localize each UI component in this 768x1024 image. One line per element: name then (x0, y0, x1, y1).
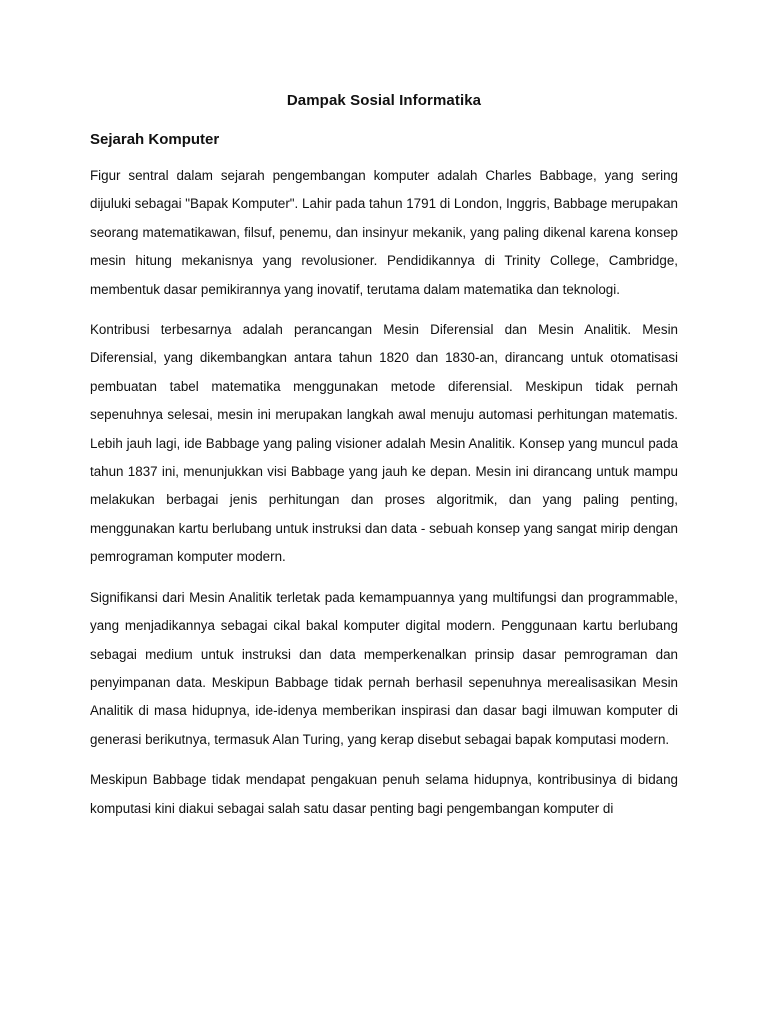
document-title: Dampak Sosial Informatika (286, 92, 482, 109)
paragraph-2: Kontribusi terbesarnya adalah perancangan Mesin Diferensial dan Mesin Analitik. Mesin Diferensial, yang dikembangkan antara tahun 1820 dan 1830-an, dirancang untuk otomatisasi pembuatan tabel matematika menggunakan metode diferensial. Meskipun tidak pernah sepenuhnya selesai, mesin ini merupakan langkah awal menuju automasi perhitungan matematis. Lebih jauh lagi, ide Babbage yang paling visioner adalah Mesin Analitik. Konsep yang muncul pada tahun 1837 ini, menunjukkan visi Babbage yang jauh ke depan. Mesin ini dirancang untuk mampu melakukan berbagai jenis perhitungan dan proses algoritmik, dan yang paling penting, menggunakan kartu berlubang untuk instruksi dan data - sebuah konsep yang sangat mirip dengan pemrograman komputer modern. (90, 322, 678, 565)
paragraph-3: Signifikansi dari Mesin Analitik terletak pada kemampuannya yang multifungsi dan programmable, yang menjadikannya sebagai cikal bakal komputer digital modern. Penggunaan kartu berlubang sebagai medium untuk instruksi dan data memperkenalkan prinsip dasar pemrograman dan penyimpanan data. Meskipun Babbage tidak pernah berhasil sepenuhnya merealisasikan Mesin Analitik di masa hidupnya, ide-idenya memberikan inspirasi dan dasar bagi ilmuwan komputer di generasi berikutnya, termasuk Alan Turing, yang kerap disebut sebagai bapak komputasi modern. (90, 589, 678, 747)
paragraph-4: Meskipun Babbage tidak mendapat pengakuan penuh selama hidupnya, kontribusinya di bidang komputasi kini diakui sebagai salah satu dasar penting bagi pengembangan komputer di (90, 772, 678, 816)
paragraph-1: Figur sentral dalam sejarah pengembangan komputer adalah Charles Babbage, yang sering dijuluki sebagai "Bapak Komputer". Lahir pada tahun 1791 di London, Inggris, Babbage merupakan seorang matematikawan, filsuf, penemu, dan insinyur mekanik, yang paling dikenal karena konsep mesin hitung mekanisnya yang revolusioner. Pendidikannya di Trinity College, Cambridge, membentuk dasar pemikirannya yang inovatif, terutama dalam matematika dan teknologi. (90, 168, 678, 297)
section-heading: Sejarah Komputer (90, 131, 220, 148)
document-page (90, 92, 678, 835)
